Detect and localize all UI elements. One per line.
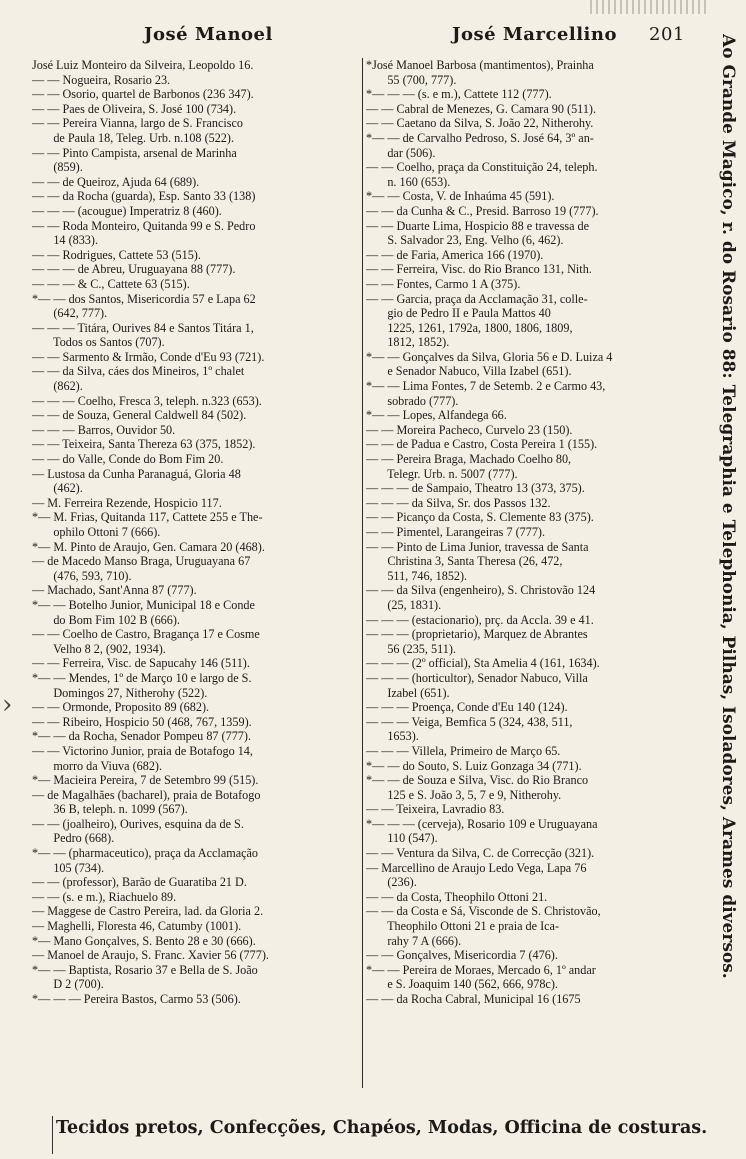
directory-entry-line: — — — Titára, Ourives 84 e Santos Titára 1, (32, 320, 254, 335)
directory-entry-line: — Manoel de Araujo, S. Franc. Xavier 56 (777). (32, 948, 269, 963)
directory-entry-line: 511, 746, 1852). (366, 568, 468, 583)
directory-entry-line: — — Picanço da Costa, S. Clemente 83 (375). (366, 510, 594, 525)
directory-entry-line: — — Caetano da Silva, S. João 22, Nitherohy. (366, 116, 594, 131)
directory-entry-line: *— — Gonçalves da Silva, Gloria 56 e D. Luiza 4 (366, 349, 613, 364)
directory-entry-line: — — Pinto Campista, arsenal de Marinha (32, 145, 237, 160)
directory-entry-line: — — — da Silva, Sr. dos Passos 132. (366, 495, 551, 510)
directory-entry-line: — Marcellino de Araujo Ledo Vega, Lapa 76 (366, 860, 587, 875)
directory-entry-line: rahy 7 A (666). (366, 933, 462, 948)
directory-entry-line: — — — (estacionario), prç. da Accla. 39 e 41. (366, 612, 594, 627)
directory-entry-line: — — — (2º official), Sta Amelia 4 (161, 1634). (366, 656, 600, 671)
directory-entry-line: — — — & C., Cattete 63 (515). (32, 276, 190, 291)
directory-entry-line: — — Coelho de Castro, Bragança 17 e Cosme (32, 627, 260, 642)
directory-entry-line: *— — Lima Fontes, 7 de Setemb. 2 e Carmo 43, (366, 379, 606, 394)
directory-entry-line: (236). (366, 875, 417, 890)
directory-entry-line: — — de Faria, America 166 (1970). (366, 247, 544, 262)
directory-entry-line: — — Duarte Lima, Hospicio 88 e travessa de (366, 218, 590, 233)
margin-mark: › (2, 690, 13, 720)
directory-entry-line: — — da Costa, Theophilo Ottoni 21. (366, 889, 548, 904)
directory-entry-line: *— Macieira Pereira, 7 de Setembro 99 (515). (32, 773, 259, 788)
directory-entry-line: Theophilo Ottoni 21 e praia de Ica- (366, 919, 560, 934)
directory-entry-line: *— — — (cerveja), Rosario 109 e Uruguayana (366, 816, 598, 831)
directory-entry-line: Domingos 27, Nitherohy (522). (32, 685, 208, 700)
directory-entry-line: 14 (833). (32, 233, 99, 248)
directory-entry-line: 1812, 1852). (366, 335, 450, 350)
directory-entry-line: *— — Mendes, 1º de Março 10 e largo de S. (32, 670, 252, 685)
directory-entry-line: *— — da Rocha, Senador Pompeu 87 (777). (32, 729, 252, 744)
directory-entry-line: e S. Joaquim 140 (562, 666, 978c). (366, 977, 558, 992)
directory-entry-line: — — da Silva (engenheiro), S. Christovão 124 (366, 583, 596, 598)
directory-entry-line: de Paula 18, Teleg. Urb. n.108 (522). (32, 130, 235, 145)
column-divider (362, 58, 363, 1088)
directory-entry-line: — — da Cunha & C., Presid. Barroso 19 (777). (366, 203, 599, 218)
directory-entry-line: Velho 8 2, (902, 1934). (32, 641, 166, 656)
directory-entry-line: — — Gonçalves, Misericordia 7 (476). (366, 948, 558, 963)
left-column (32, 58, 350, 1007)
directory-entry-line: *— — Costa, V. de Inhaúma 45 (591). (366, 189, 555, 204)
directory-entry-line: dar (506). (366, 145, 436, 160)
directory-entry-line: *— Mano Gonçalves, S. Bento 28 e 30 (666). (32, 933, 256, 948)
directory-entry-line: — — da Rocha (guarda), Esp. Santo 33 (138) (32, 189, 256, 204)
directory-entry-line: — — Pinto de Lima Junior, travessa de Santa (366, 539, 589, 554)
directory-entry-line: 1225, 1261, 1792a, 1800, 1806, 1809, (366, 320, 573, 335)
directory-entry-line: — — Pereira Vianna, largo de S. Francisco (32, 116, 244, 131)
directory-entry-line: José Luiz Monteiro da Silveira, Leopoldo 16. (32, 58, 254, 72)
directory-entry-line: — M. Ferreira Rezende, Hospicio 117. (32, 495, 222, 510)
header-left-title: José Manoel (144, 24, 273, 45)
directory-entry-line: do Bom Fim 102 B (666). (32, 612, 180, 627)
directory-entry-line: — — — de Abreu, Uruguayana 88 (777). (32, 262, 236, 277)
side-advertisement-text: Ao Grande Magico, r. do Rosario 88: Telegraphia e Telephonia, Pilhas, Isoladores, Arames diversos. (718, 34, 738, 979)
directory-entry-line: — de Magalhães (bacharel), praia de Botafogo (32, 787, 261, 802)
directory-entry-line: 125 e S. João 3, 5, 7 e 9, Nitherohy. (366, 787, 562, 802)
header-right-title: José Marcellino (452, 24, 617, 45)
directory-entry-line: Izabel (651). (366, 685, 450, 700)
directory-entry-line: *— — Lopes, Alfandega 66. (366, 408, 507, 423)
directory-entry-line: — — da Costa e Sá, Visconde de S. Christovão, (366, 904, 601, 919)
directory-entry-line: 55 (700, 777). (366, 72, 457, 87)
directory-entry-line: e Senador Nabuco, Villa Izabel (651). (366, 364, 572, 379)
directory-entry-line: — — — de Sampaio, Theatro 13 (373, 375). (366, 481, 585, 496)
directory-entry-line: *— — do Souto, S. Luiz Gonzaga 34 (771). (366, 758, 582, 773)
directory-entry-line: — — Roda Monteiro, Quitanda 99 e S. Pedro (32, 218, 256, 233)
directory-entry-line: (25, 1831). (366, 597, 442, 612)
side-advertisement (714, 34, 742, 1104)
directory-entry-line: — — Teixeira, Santa Thereza 63 (375, 1852). (32, 437, 256, 452)
directory-entry-line: *— — de Carvalho Pedroso, S. José 64, 3º an- (366, 130, 594, 145)
page-header (20, 24, 685, 52)
print-smudge (590, 0, 710, 14)
directory-entry-line: S. Salvador 23, Eng. Velho (6, 462). (366, 233, 564, 248)
directory-entry-line: (859). (32, 160, 83, 175)
directory-entry-line: — — da Rocha Cabral, Municipal 16 (1675 (366, 992, 581, 1006)
directory-entry-line: — — Ferreira, Visc. de Sapucahy 146 (511). (32, 656, 250, 671)
directory-entry-line: — — Pimentel, Larangeiras 7 (777). (366, 525, 546, 539)
directory-entry-line: — — Rodrigues, Cattete 53 (515). (32, 247, 201, 262)
directory-entry-line: sobrado (777). (366, 393, 459, 408)
directory-entry-line: — — Osorio, quartel de Barbonos (236 347). (32, 87, 254, 102)
directory-entry-line: — — (joalheiro), Ourives, esquina da de S. (32, 816, 244, 831)
directory-entry-line: *— — Baptista, Rosario 37 e Bella de S. João (32, 962, 258, 977)
directory-entry-line: — — — Proença, Conde d'Eu 140 (124). (366, 700, 568, 715)
footer-advertisement: Tecidos pretos, Confecções, Chapéos, Modas, Officina de costuras. (56, 1118, 708, 1138)
directory-entry-line: *— M. Frias, Quitanda 117, Cattete 255 e The- (32, 510, 263, 525)
directory-entry-line: — — Victorino Junior, praia de Botafogo 14, (32, 743, 253, 758)
directory-entry-line: 110 (547). (366, 831, 438, 846)
directory-entry-line: 36 B, teleph. n. 1099 (567). (32, 802, 188, 817)
directory-entry-line: — — Cabral de Menezes, G. Camara 90 (511). (366, 101, 597, 116)
page-number: 201 (649, 24, 685, 45)
directory-entry-line: — de Macedo Manso Braga, Uruguayana 67 (32, 554, 251, 569)
directory-entry-line: Pedro (668). (32, 831, 115, 846)
directory-entry-line: 1653). (366, 729, 419, 744)
directory-entry-line: n. 160 (653). (366, 174, 451, 189)
directory-entry-line: — — de Souza, General Caldwell 84 (502). (32, 408, 247, 423)
directory-entry-line: (862). (32, 379, 83, 394)
directory-entry-line: — — do Valle, Conde do Bom Fim 20. (32, 452, 224, 467)
directory-entry-line: — Maggese de Castro Pereira, lad. da Gloria 2. (32, 904, 264, 919)
directory-entry-line: — — — (acougue) Imperatriz 8 (460). (32, 203, 222, 218)
directory-entry-line: — — — (horticultor), Senador Nabuco, Villa (366, 670, 588, 685)
directory-entry-line: ophilo Ottoni 7 (666). (32, 525, 161, 539)
directory-entry-line: — — de Queiroz, Ajuda 64 (689). (32, 174, 200, 189)
directory-entry-line: — — Pereira Braga, Machado Coelho 80, (366, 452, 572, 467)
directory-entry-line: — Machado, Sant'Anna 87 (777). (32, 583, 197, 598)
directory-entry-line: — — Teixeira, Lavradio 83. (366, 802, 505, 817)
directory-entry-line: — — Ferreira, Visc. do Rio Branco 131, Nith. (366, 262, 592, 277)
directory-entry-line: *— — Pereira de Moraes, Mercado 6, 1º andar (366, 962, 596, 977)
directory-entry-line: — — Paes de Oliveira, S. José 100 (734). (32, 101, 237, 116)
directory-entry-line: *José Manoel Barbosa (mantimentos), Prainha (366, 58, 594, 72)
directory-entry-line: — — — Veiga, Bemfica 5 (324, 438, 511, (366, 714, 573, 729)
directory-entry-line: D 2 (700). (32, 977, 104, 992)
directory-entry-line: — — (s. e m.), Riachuelo 89. (32, 889, 177, 904)
directory-entry-line: — — Fontes, Carmo 1 A (375). (366, 276, 521, 291)
directory-entry-line: — — de Padua e Castro, Costa Pereira 1 (155). (366, 437, 598, 452)
directory-entry-line: (476, 593, 710). (32, 568, 132, 583)
directory-entry-line: (462). (32, 481, 83, 496)
directory-entry-line: 105 (734). (32, 860, 105, 875)
directory-entry-line: — — Sarmento & Irmão, Conde d'Eu 93 (721). (32, 349, 265, 364)
directory-entry-line: — — — Villela, Primeiro de Março 65. (366, 743, 561, 758)
directory-entry-line: *— — — (s. e m.), Cattete 112 (777). (366, 87, 552, 102)
directory-entry-line: gio de Pedro II e Paula Mattos 40 (366, 306, 551, 321)
directory-entry-line: *— M. Pinto de Araujo, Gen. Camara 20 (468). (32, 539, 265, 554)
directory-entry-line: Telegr. Urb. n. 5007 (777). (366, 466, 518, 481)
directory-entry-line: morro da Viuva (682). (32, 758, 163, 773)
directory-entry-line: — — Garcia, praça da Acclamação 31, colle- (366, 291, 588, 306)
directory-entry-line: — Lustosa da Cunha Paranaguá, Gloria 48 (32, 466, 241, 481)
directory-entry-line: *— — de Souza e Silva, Visc. do Rio Branco (366, 773, 589, 788)
directory-entry-line: — — Ventura da Silva, C. de Correcção (321). (366, 846, 595, 861)
directory-entry-line: Christina 3, Santa Theresa (26, 472, (366, 554, 563, 569)
directory-entry-line: *— — Botelho Junior, Municipal 18 e Conde (32, 597, 255, 612)
directory-entry-line: *— — dos Santos, Misericordia 57 e Lapa 62 (32, 291, 256, 306)
right-column (366, 58, 692, 1007)
directory-entry-line: *— — (pharmaceutico), praça da Acclamação (32, 846, 259, 861)
directory-entry-line: — — da Silva, cáes dos Mineiros, 1º chalet (32, 364, 245, 379)
directory-entry-line: 56 (235, 511). (366, 641, 456, 656)
directory-entry-line: — — Ormonde, Proposito 89 (682). (32, 700, 210, 715)
directory-entry-line: — — Coelho, praça da Constituição 24, teleph. (366, 160, 598, 175)
directory-entry-line: — Maghelli, Floresta 46, Catumby (1001). (32, 919, 242, 934)
directory-entry-line: — — — Barros, Ouvidor 50. (32, 422, 176, 437)
directory-entry-line: *— — — Pereira Bastos, Carmo 53 (506). (32, 992, 241, 1006)
directory-entry-line: — — (professor), Barão de Guaratiba 21 D. (32, 875, 247, 890)
directory-entry-line: — — Moreira Pacheco, Curvelo 23 (150). (366, 422, 573, 437)
directory-entry-line: — — Ribeiro, Hospicio 50 (468, 767, 1359). (32, 714, 252, 729)
footer-rule (52, 1116, 53, 1154)
directory-entry-line: — — — Coelho, Fresca 3, teleph. n.323 (653). (32, 393, 262, 408)
directory-entry-line: (642, 777). (32, 306, 108, 321)
directory-entry-line: — — Nogueira, Rosario 23. (32, 72, 171, 87)
directory-entry-line: — — — (proprietario), Marquez de Abrantes (366, 627, 588, 642)
directory-entry-line: Todos os Santos (707). (32, 335, 165, 350)
